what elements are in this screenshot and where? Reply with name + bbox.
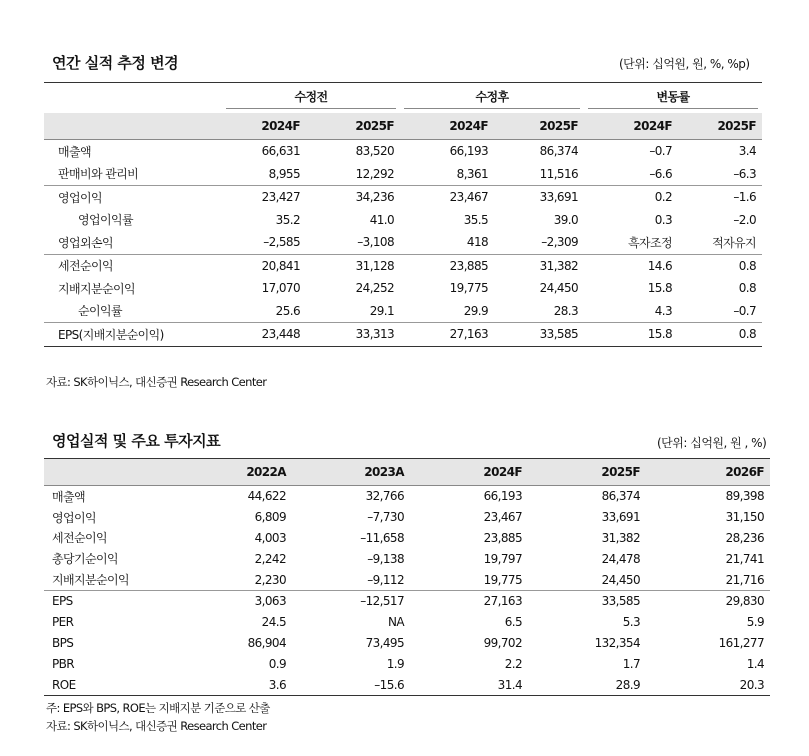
cell-value: 23,427 <box>222 186 306 209</box>
cell-value: 31.4 <box>410 674 528 695</box>
year-header: 2022A <box>174 459 292 486</box>
cell-value: 31,150 <box>725 510 764 525</box>
group-header-after: 수정후 <box>404 88 580 109</box>
cell-value: 418 <box>466 235 489 250</box>
cell-value: 15.8 <box>584 323 678 347</box>
row-label: 순이익률 <box>78 304 122 319</box>
row-label: ROE <box>44 674 174 695</box>
year-header: 2024F <box>222 113 306 140</box>
cell-value: 8,955 <box>268 166 300 181</box>
cell-value: 89,398 <box>725 489 764 504</box>
table-row <box>44 231 762 254</box>
row-label: 총당기순이익 <box>52 552 118 567</box>
cell-value: 0.8 <box>738 281 757 296</box>
cell-value: 66,631 <box>261 144 300 159</box>
table-row <box>44 209 762 232</box>
cell-value: 34,236 <box>306 186 400 209</box>
cell-value: 39.0 <box>553 212 579 227</box>
cell-value: 17,070 <box>261 281 300 296</box>
cell-value: 66,193 <box>449 144 489 159</box>
table2-unit: (단위: 십억원, 원 , %) <box>657 436 767 450</box>
table-row <box>44 277 762 300</box>
row-label: 매출액 <box>52 489 85 504</box>
cell-value: 1.9 <box>386 656 404 671</box>
cell-value: 2,242 <box>254 551 286 566</box>
cell-value: 73,495 <box>365 635 404 650</box>
cell-value: 31,382 <box>494 254 584 277</box>
cell-value: 32,766 <box>365 489 404 504</box>
row-label: 판매비와 관리비 <box>58 167 139 182</box>
cell-value: 33,691 <box>494 186 584 209</box>
cell-value: 19,797 <box>483 551 522 566</box>
cell-value: 132,354 <box>594 635 640 650</box>
cell-value: 24,450 <box>539 281 579 296</box>
cell-value: –15.6 <box>292 674 410 695</box>
cell-value: 35.5 <box>463 212 489 227</box>
cell-value: 0.8 <box>678 323 762 347</box>
cell-value: 33,585 <box>494 323 584 347</box>
table-row <box>44 674 770 695</box>
cell-value: 적자유지 <box>712 235 757 250</box>
table-row <box>44 186 762 209</box>
cell-value: 83,520 <box>355 144 395 159</box>
table2-year-header-row <box>44 459 770 486</box>
cell-value: 5.3 <box>622 615 640 630</box>
table1-source: 자료: SK하이닉스, 대신증권 Research Center <box>46 375 267 389</box>
cell-value: 2,230 <box>254 572 286 587</box>
cell-value: 21,716 <box>725 572 764 587</box>
year-header: 2026F <box>646 459 770 486</box>
year-header: 2025F <box>528 459 646 486</box>
cell-value: –12,517 <box>292 590 410 611</box>
cell-value: 35.2 <box>275 212 300 227</box>
table-row <box>44 163 762 186</box>
cell-value: –0.7 <box>733 303 757 318</box>
cell-value: 3.4 <box>738 144 757 159</box>
table-row <box>44 528 770 549</box>
table-row <box>44 323 762 347</box>
row-label: 지배지분순이익 <box>52 573 129 588</box>
cell-value: 24.5 <box>261 615 286 630</box>
cell-value: 161,277 <box>718 635 764 650</box>
cell-value: 23,467 <box>483 510 522 525</box>
cell-value: 23,448 <box>222 323 306 347</box>
row-label: 지배지분순이익 <box>58 281 135 296</box>
cell-value: 0.9 <box>268 656 286 671</box>
row-label: EPS(지배지분순이익) <box>44 323 222 347</box>
cell-value: –2,585 <box>263 235 300 250</box>
table2-title: 영업실적 및 주요 투자지표 <box>52 432 221 450</box>
cell-value: 0.3 <box>654 212 673 227</box>
row-label: 영업이익 <box>44 186 222 209</box>
cell-value: 31,128 <box>306 254 400 277</box>
cell-value: 23,885 <box>400 254 494 277</box>
cell-value: 99,702 <box>483 635 522 650</box>
cell-value: 27,163 <box>400 323 494 347</box>
cell-value: 1.4 <box>746 656 764 671</box>
cell-value: 4.3 <box>654 303 673 318</box>
table-row <box>44 590 770 611</box>
row-label: PBR <box>52 656 75 671</box>
year-header: 2024F <box>584 113 678 140</box>
cell-value: 14.6 <box>584 254 678 277</box>
table-row <box>44 612 770 633</box>
cell-value: 흑자조정 <box>628 235 673 250</box>
row-label: 영업이익 <box>52 510 96 525</box>
cell-value: 12,292 <box>355 166 395 181</box>
row-label: 매출액 <box>58 144 91 159</box>
cell-value: 0.2 <box>584 186 678 209</box>
cell-value: 20.3 <box>646 674 770 695</box>
cell-value: 23,885 <box>483 530 522 545</box>
cell-value: 24,252 <box>355 281 395 296</box>
cell-value: –9,138 <box>367 551 404 566</box>
cell-value: 0.8 <box>678 254 762 277</box>
table-row <box>44 140 762 163</box>
cell-value: 5.9 <box>746 615 764 630</box>
cell-value: 28.9 <box>528 674 646 695</box>
cell-value: 86,374 <box>539 144 579 159</box>
cell-value: 28,236 <box>725 530 764 545</box>
cell-value: 19,775 <box>483 572 522 587</box>
cell-value: 86,374 <box>601 489 640 504</box>
cell-value: –7,730 <box>367 510 404 525</box>
cell-value: 28.3 <box>553 303 579 318</box>
year-header: 2025F <box>306 113 400 140</box>
cell-value: –1.6 <box>678 186 762 209</box>
cell-value: –2,309 <box>541 235 579 250</box>
row-label: 세전순이익 <box>44 254 222 277</box>
earnings-revision-table <box>44 82 762 347</box>
table2-note: 주: EPS와 BPS, ROE는 지배지분 기준으로 산출 <box>46 701 270 715</box>
cell-value: –6.3 <box>733 166 757 181</box>
table-row <box>44 300 762 323</box>
table-row <box>44 254 762 277</box>
cell-value: –2.0 <box>733 212 757 227</box>
cell-value: 33,585 <box>528 590 646 611</box>
group-header-before: 수정전 <box>226 88 396 109</box>
key-indicators-table <box>44 458 770 696</box>
cell-value: 33,691 <box>601 510 640 525</box>
table2-source: 자료: SK하이닉스, 대신증권 Research Center <box>46 719 267 733</box>
row-label: 영업외손익 <box>58 235 113 250</box>
table1-year-header-row <box>44 113 762 140</box>
year-header: 2024F <box>400 113 494 140</box>
cell-value: –11,658 <box>360 530 404 545</box>
cell-value: 24,450 <box>601 572 640 587</box>
group-header-change: 변동률 <box>588 88 758 109</box>
table-row <box>44 569 770 590</box>
row-label: PER <box>52 615 74 630</box>
cell-value: 19,775 <box>449 281 489 296</box>
cell-value: 31,382 <box>601 530 640 545</box>
row-label: EPS <box>44 590 174 611</box>
cell-value: 3.6 <box>174 674 292 695</box>
table1-title: 연간 실적 추정 변경 <box>52 54 179 72</box>
table-row <box>44 633 770 654</box>
cell-value: 86,904 <box>247 635 286 650</box>
year-header: 2025F <box>678 113 762 140</box>
row-label: 세전순이익 <box>52 531 107 546</box>
table-row <box>44 653 770 674</box>
cell-value: NA <box>388 615 404 630</box>
year-header: 2024F <box>410 459 528 486</box>
cell-value: 66,193 <box>483 489 522 504</box>
cell-value: 29.9 <box>463 303 489 318</box>
cell-value: 2.2 <box>504 656 522 671</box>
table-row <box>44 507 770 528</box>
cell-value: 20,841 <box>222 254 306 277</box>
cell-value: 23,467 <box>400 186 494 209</box>
table1-group-header-row <box>44 83 762 114</box>
table-row <box>44 486 770 507</box>
cell-value: 6.5 <box>504 615 522 630</box>
row-label: 영업이익률 <box>78 213 133 228</box>
row-label: BPS <box>52 635 74 650</box>
year-header: 2023A <box>292 459 410 486</box>
cell-value: 8,361 <box>456 166 489 181</box>
cell-value: –0.7 <box>649 144 673 159</box>
cell-value: 1.7 <box>622 656 640 671</box>
cell-value: 27,163 <box>410 590 528 611</box>
cell-value: 4,003 <box>254 530 286 545</box>
table-row <box>44 548 770 569</box>
table1-unit: (단위: 십억원, 원, %, %p) <box>619 57 750 71</box>
cell-value: –6.6 <box>649 166 673 181</box>
cell-value: 11,516 <box>539 166 579 181</box>
cell-value: 24,478 <box>601 551 640 566</box>
cell-value: 29.1 <box>369 303 395 318</box>
cell-value: 25.6 <box>275 303 300 318</box>
cell-value: 29,830 <box>646 590 770 611</box>
cell-value: –3,108 <box>357 235 395 250</box>
cell-value: 33,313 <box>306 323 400 347</box>
cell-value: 3,063 <box>174 590 292 611</box>
cell-value: 41.0 <box>369 212 395 227</box>
cell-value: 15.8 <box>647 281 673 296</box>
year-header: 2025F <box>494 113 584 140</box>
cell-value: 21,741 <box>725 551 764 566</box>
cell-value: 6,809 <box>254 510 286 525</box>
cell-value: –9,112 <box>367 572 404 587</box>
cell-value: 44,622 <box>247 489 286 504</box>
